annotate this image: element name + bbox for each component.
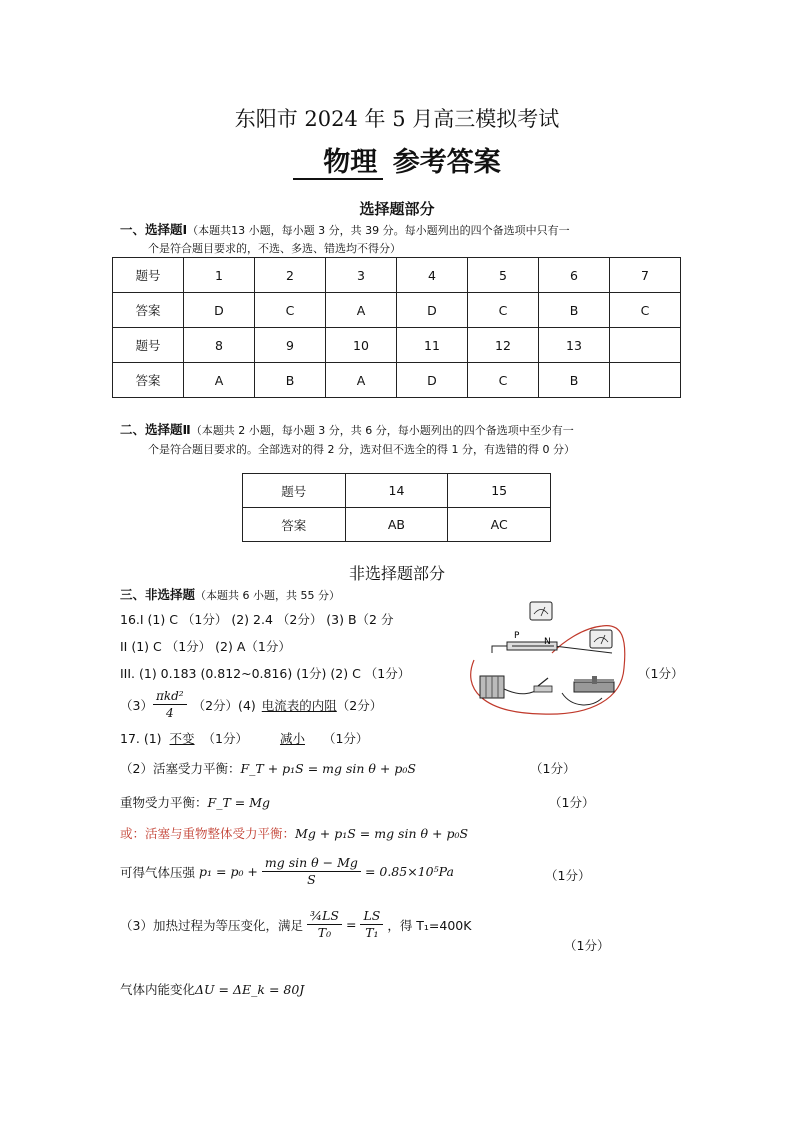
title-suffix: 参考答案 — [392, 147, 501, 178]
doc-subtitle — [0, 140, 794, 180]
exam-title: 东阳市 2024 年 5 月高三模拟考试 — [234, 107, 560, 131]
table-row: 答案 AB AC — [243, 508, 551, 542]
switch — [534, 686, 552, 692]
score: （1分） — [530, 761, 576, 776]
fraction: $\frac{\text{πkd²}}{4}$ — [153, 688, 187, 721]
part1-label: 一、选择题Ⅰ — [120, 222, 188, 237]
fraction: $\frac{\text{mg sin θ − Mg}}{S}$ — [262, 855, 361, 888]
part2-desc-line2: 个是符合题目要求的。全部选对的得 2 分，选对但不选全的得 1 分，有选错的得 0 分） — [148, 443, 575, 456]
answer-17-pressure: 可得气体压强 p₁ = p₀ + $\frac{\text{mg sin θ − Mg}}{S}$ = 0.85×10⁵Pa — [120, 855, 454, 887]
answer-16-iii: III. (1) 0.183 (0.812~0.816) (1分) (2) C （1分） — [120, 666, 411, 681]
answer-17-1: 17. (1) 不变 （1分） 减小 （1分） — [120, 731, 369, 746]
answer-16-ii: II (1) C （1分） (2) A（1分） — [120, 639, 291, 654]
label-p: P — [514, 631, 520, 641]
fraction: $\frac{LS}{\text{T₁}}$ — [360, 908, 383, 941]
choice-heading: 选择题部分 — [359, 200, 435, 218]
score: （1分） — [545, 868, 591, 883]
answer-17-energy: 气体内能变化ΔU = ΔE_k = 80J — [120, 982, 305, 997]
wire — [562, 693, 602, 705]
answer-17-2: （2）活塞受力平衡：F_T + p₁S = mg sin θ + p₀S — [120, 761, 416, 776]
table-row: 题号 8 9 10 11 12 13 — [113, 328, 681, 363]
answer-16-iii-3: （3） $\frac{\text{πkd²}}{4}$ （2分）(4) 电流表的内阻 （2分） — [120, 689, 383, 720]
label-n: N — [544, 637, 551, 647]
table-row: 答案 A B A D C B — [113, 363, 681, 398]
answer-17-3: 重物受力平衡：F_T = Mg — [120, 795, 270, 810]
part1-desc-line2: 个是符合题目要求的，不选、多选、错选均不得分） — [148, 242, 401, 255]
answer-16-i: 16.I (1) C （1分） (2) 2.4 （2分） (3) B（2 分 — [120, 612, 394, 627]
voltmeter — [530, 602, 552, 620]
switch-lever — [538, 678, 548, 686]
ammeter — [590, 630, 612, 648]
subject-name: 物理 — [293, 148, 383, 180]
table-row: 题号 1 2 3 4 5 6 7 — [113, 258, 681, 293]
part2-desc-line1: 二、选择题Ⅱ（本题共 2 小题，每小题 3 分，共 6 分，每小题列出的四个备选项中至少有一 — [120, 422, 574, 437]
part2-label: 二、选择题Ⅱ — [120, 422, 191, 437]
table-row: 题号 14 15 — [243, 474, 551, 508]
answer-17-3-isobaric: （3）加热过程为等压变化，满足 $\frac{\text{¾LS}}{\text{T₀}}$ = $\frac{LS}{\text{T₁}}$ ，得 T₁=400K — [120, 908, 472, 940]
rheostat-slider — [592, 676, 597, 684]
table-row: 答案 D C A D C B C — [113, 293, 681, 328]
figure-score: （1分） — [638, 666, 684, 681]
part3-header: 三、非选择题（本题共 6 小题，共 55 分） — [120, 587, 340, 602]
circuit-diagram — [462, 598, 632, 718]
answer-17-alt: 或：活塞与重物整体受力平衡：Mg + p₁S = mg sin θ + p₀S — [120, 826, 469, 841]
answer-table-1 — [112, 257, 681, 398]
score: （1分） — [549, 795, 595, 810]
answer-table-2 — [242, 473, 551, 542]
part1-desc-line1: 一、选择题Ⅰ（本题共13 小题，每小题 3 分，共 39 分。每小题列出的四个备选项中只有一 — [120, 222, 570, 237]
fraction: $\frac{\text{¾LS}}{\text{T₀}}$ — [307, 908, 342, 941]
non-choice-heading: 非选择题部分 — [348, 564, 445, 583]
score: （1分） — [564, 938, 610, 953]
